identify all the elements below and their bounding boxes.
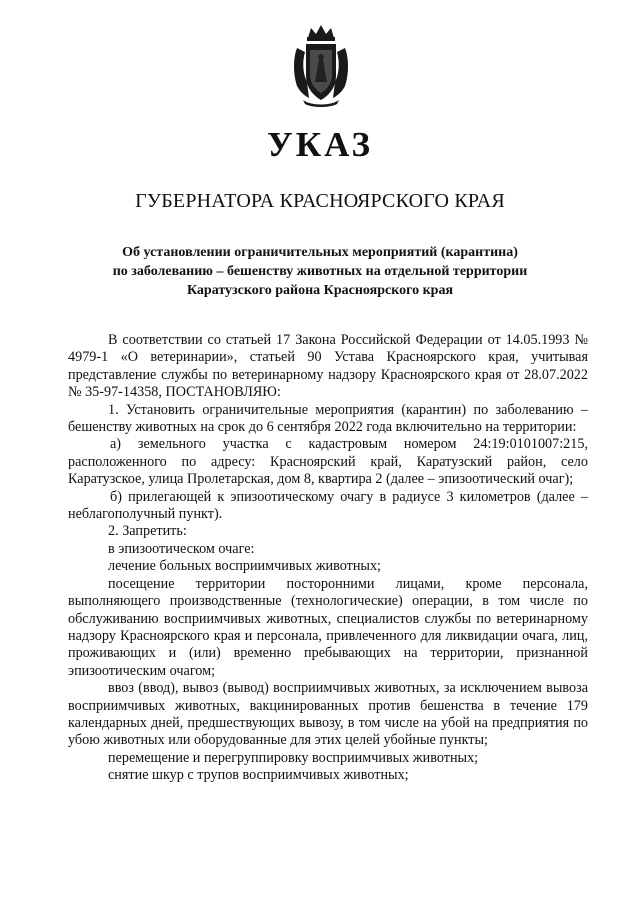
paragraph-list-item: лечение больных восприимчивых животных;	[108, 558, 381, 575]
document-subtitle: ГУБЕРНАТОРА КРАСНОЯРСКОГО КРАЯ	[135, 190, 505, 212]
paragraph-item-1a: а) земельного участка с кадастровым номером 24:19:0101007:215, расположенного по адресу: Красноярский край, Каратузский район, село Каратузское, улица Пролетарская, дом 8, квартира 2 (далее – эпизоотический очаг);	[68, 436, 588, 488]
paragraph-list-item: посещение территории посторонними лицами, кроме персонала, выполняющего производственные (технологические) операции, в том числе по обслуживанию восприимчивых животных, специалистов службы по ветеринарному надзору Красноярского края и персонала, привлеченного для ликвидации очага, лиц, проживающих и (или) временно пребывающих на территории, признанной эпизоотическим очагом;	[68, 575, 588, 679]
paragraph-preamble: В соответствии со статьей 17 Закона Российской Федерации от 14.05.1993 № 4979-1 «О ветеринарии», статьей 90 Устава Красноярского края, учитывая представление службы по ветеринарному надзору Красноярского края от 28.07.2022 № 35-97-14358, ПОСТАНОВЛЯЮ:	[68, 332, 588, 401]
document-title: УКАЗ	[267, 125, 373, 164]
paragraph-item-1b: б) прилегающей к эпизоотическому очагу в радиусе 3 километров (далее – неблагополучный пункт).	[68, 488, 588, 523]
paragraph-item-2: 2. Запретить:	[108, 523, 187, 540]
document-heading	[70, 243, 570, 300]
document-body	[68, 332, 588, 785]
paragraph-list-item: ввоз (ввод), вывоз (вывод) восприимчивых животных, за исключением вывоза восприимчивых животных, вакцинированных против бешенства в течение 179 календарных дней, предшествующих вывозу, в том числе на убой на предприятия по убою животных или оборудованные для этих целей убойные пункты;	[68, 680, 588, 749]
paragraph-list-item: перемещение и перегруппировку восприимчивых животных;	[108, 749, 479, 766]
heading-line: по заболеванию – бешенству животных на отдельной территории	[112, 264, 528, 279]
coat-of-arms-emblem	[291, 24, 351, 108]
heading-line: Об установлении ограничительных мероприятий (карантина)	[122, 245, 518, 260]
paragraph-list-item: снятие шкур с трупов восприимчивых животных;	[108, 767, 409, 784]
paragraph-item-1: 1. Установить ограничительные мероприятия (карантин) по заболеванию – бешенству животных на срок до 6 сентября 2022 года включительно на территории:	[68, 401, 588, 436]
paragraph-subheading: в эпизоотическом очаге:	[108, 540, 255, 557]
heading-line: Каратузского района Красноярского края	[186, 283, 454, 298]
